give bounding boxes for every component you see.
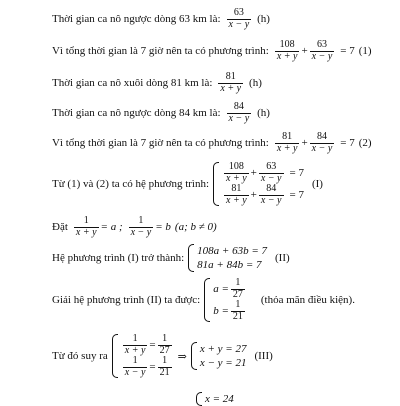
fraction: $\frac{84}{x - y}$	[311, 131, 333, 154]
line-text: Vì tổng thời gian là 7 giờ nên ta có phương trình:	[52, 45, 269, 57]
line-text: Giải hệ phương trình (II) ta được:	[52, 294, 201, 306]
line-downstream-81	[52, 72, 392, 94]
line-substitution: Đặt $\frac{1}{x + y}$ = a ; $\frac{1}{x - y}$ = b (a; b ≠ 0)	[52, 215, 217, 238]
line-text: Thời gian ca nô ngược dòng 63 km là:	[52, 13, 221, 25]
unit: (h)	[257, 13, 270, 25]
equation-tag: (I)	[311, 178, 323, 190]
line-text: Vì tổng thời gian là 7 giờ nên ta có phương trình:	[52, 137, 269, 149]
fraction: $\frac{81}{x + y}$	[220, 71, 242, 94]
fraction: $\frac{63}{x - y}$	[311, 39, 333, 62]
equation-tag: (II)	[275, 252, 290, 264]
left-brace	[191, 342, 197, 370]
fraction: $\frac{84}{x - y}$	[228, 101, 250, 124]
left-brace	[112, 334, 118, 378]
equation-system: $\frac{1}{x + y}$ = $\frac{1}{27}$ $\frac{1}{x - y}$ = $\frac{1}{21}$	[112, 334, 174, 378]
left-brace	[188, 244, 194, 272]
equation-tag: (2)	[358, 137, 372, 149]
line-upstream-84	[52, 102, 392, 124]
left-brace	[196, 392, 202, 406]
unit: (h)	[249, 77, 262, 89]
left-brace	[204, 278, 210, 322]
system-row-1: $\frac{108}{x + y}$ + $\frac{63}{x - y}$ = 7	[226, 161, 304, 184]
unit: (h)	[257, 107, 270, 119]
plus-sign: +	[301, 45, 308, 57]
fraction: $\frac{108}{x + y}$	[276, 39, 298, 62]
line-equation-1	[52, 40, 392, 62]
line-equation-2	[52, 132, 392, 154]
system-row-2: $\frac{81}{x + y}$ + $\frac{84}{x - y}$ = 7	[226, 183, 304, 206]
equation-system: 108a + 63b = 7 81a + 84b = 7	[188, 244, 267, 272]
line-text: Từ đó suy ra	[52, 350, 108, 362]
line-partial	[196, 392, 392, 406]
line-text: Hệ phương trình (I) trở thành:	[52, 252, 185, 264]
line-system-III	[52, 334, 392, 378]
equation-system	[213, 162, 304, 206]
fraction: $\frac{81}{x + y}$	[276, 131, 298, 154]
equals: = 7	[340, 45, 355, 57]
plus-sign: +	[301, 137, 308, 149]
line-solution-ab	[52, 278, 392, 322]
line-upstream-63	[52, 8, 392, 30]
left-brace	[213, 162, 219, 206]
line-text: Thời gian ca nô ngược dòng 84 km là:	[52, 107, 221, 119]
equation-system: x + y = 27 x − y = 21	[191, 342, 247, 370]
equation-tag: (III)	[254, 350, 273, 362]
equation-system: x = 24	[196, 392, 234, 406]
condition: (a; b ≠ 0)	[174, 221, 217, 233]
line-text: Đặt	[52, 221, 68, 233]
implies-arrow: ⇒	[177, 350, 187, 363]
equals: = 7	[340, 137, 355, 149]
condition-note: (thỏa mãn điều kiện).	[260, 294, 355, 306]
line-text: Từ (1) và (2) ta có hệ phương trình:	[52, 178, 210, 190]
fraction: $\frac{63}{x - y}$	[228, 7, 250, 30]
line-system-II	[52, 244, 392, 272]
line-system-I	[52, 162, 392, 206]
line-text: Thời gian ca nô xuôi dòng 81 km là:	[52, 77, 213, 89]
equation-system: a = $\frac{1}{27}$ b = $\frac{1}{21}$	[204, 278, 247, 322]
equation-tag: (1)	[358, 45, 372, 57]
